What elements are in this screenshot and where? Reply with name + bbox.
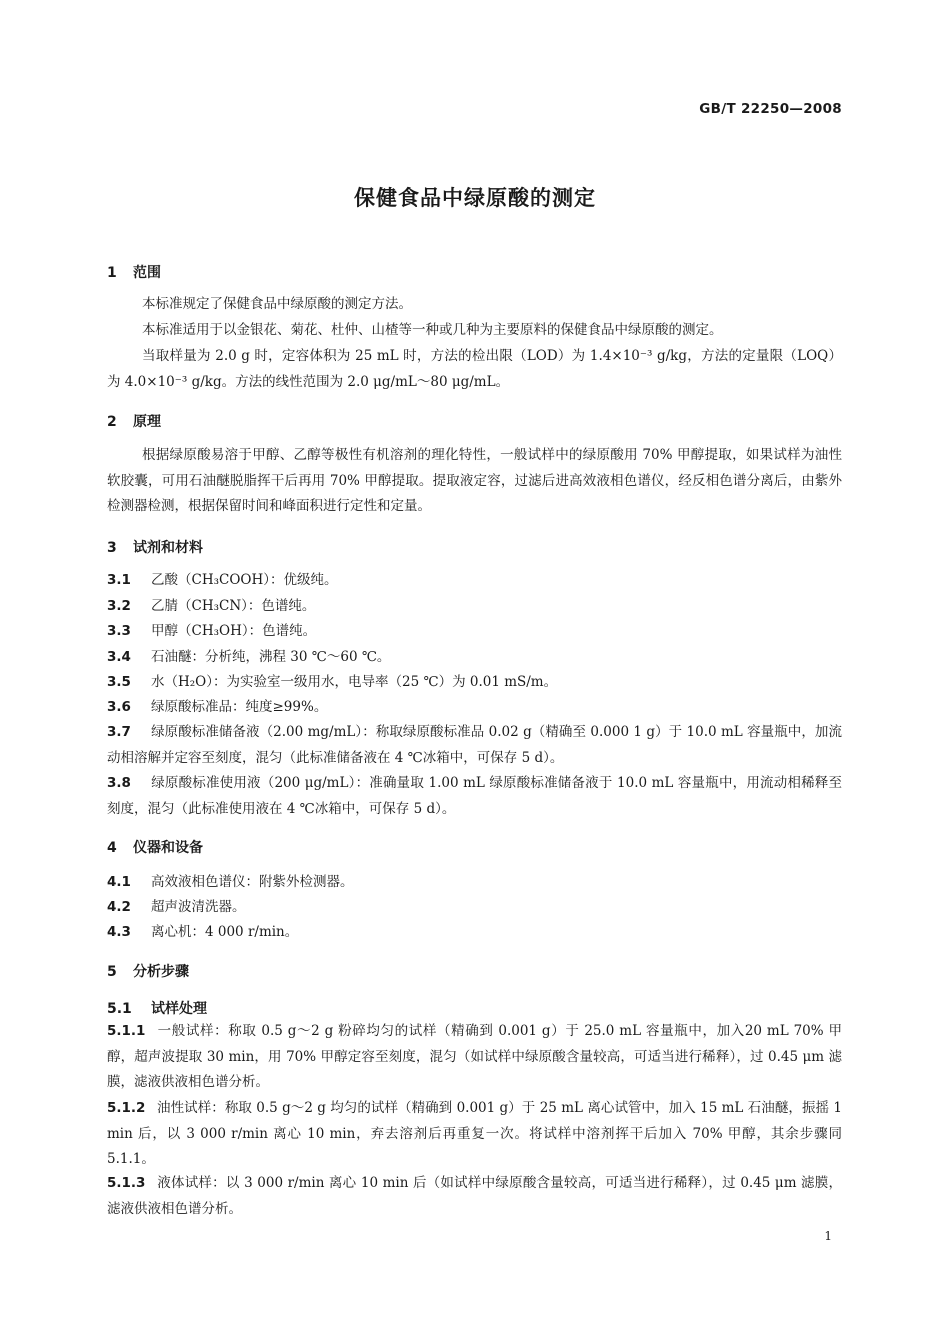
section-1-paragraph-2: 本标准适用于以金银花、菊花、杜仲、山楂等一种或几种为主要原料的保健食品中绿原酸的测定。 bbox=[142, 322, 723, 338]
clause-text: 绿原酸标准使用液（200 μg/mL）：准确量取 1.00 mL 绿原酸标准储备液于 10.0 mL 容量瓶中，用流动相稀释至刻度，混匀（此标准使用液在 4 ℃冰箱中，可保存 5 d）。 bbox=[107, 775, 842, 817]
clause-text: 石油醚：分析纯，沸程 30 ℃～60 ℃。 bbox=[151, 649, 391, 665]
clause-number: 3.5 bbox=[107, 674, 131, 690]
section-3-heading bbox=[107, 537, 203, 557]
clause-number: 3.1 bbox=[107, 572, 131, 588]
section-title: 分析步骤 bbox=[133, 964, 189, 980]
clause-number: 4.1 bbox=[107, 874, 131, 890]
clause-3-5 bbox=[107, 670, 842, 696]
section-title: 仪器和设备 bbox=[133, 840, 203, 856]
section-1-paragraph-1: 本标准规定了保健食品中绿原酸的测定方法。 bbox=[142, 296, 412, 312]
section-number: 2 bbox=[107, 414, 117, 430]
clause-number: 5.1.2 bbox=[107, 1100, 146, 1116]
section-1-heading bbox=[107, 262, 161, 282]
clause-text: 离心机：4 000 r/min。 bbox=[151, 924, 299, 940]
subsection-5-1-heading bbox=[107, 998, 207, 1018]
clause-text: 水（H₂O）：为实验室一级用水，电导率（25 ℃）为 0.01 mS/m。 bbox=[151, 674, 558, 690]
section-2-paragraph-1: 根据绿原酸易溶于甲醇、乙醇等极性有机溶剂的理化特性，一般试样中的绿原酸用 70% 甲醇提取，如果试样为油性软胶囊，可用石油醚脱脂挥干后再用 70% 甲醇提取。提取液定容，过滤后进高效液相色谱仪，经反相色谱分离后，由紫外检测器检测，根据保留时间和峰面积进行定性和定量。 bbox=[107, 447, 842, 514]
clause-3-2 bbox=[107, 594, 842, 620]
section-number: 4 bbox=[107, 840, 117, 856]
clause-3-3 bbox=[107, 619, 842, 645]
clause-3-7 bbox=[107, 720, 842, 771]
clause-5-1-3 bbox=[107, 1171, 842, 1222]
clause-text: 绿原酸标准品：纯度≥99%。 bbox=[151, 699, 328, 715]
clause-text: 液体试样：以 3 000 r/min 离心 10 min 后（如试样中绿原酸含量较高，可适当进行稀释），过 0.45 μm 滤膜，滤液供液相色谱分析。 bbox=[107, 1175, 842, 1217]
clause-text: 一般试样：称取 0.5 g～2 g 粉碎均匀的试样（精确到 0.001 g）于 25.0 mL 容量瓶中，加入20 mL 70% 甲醇，超声波提取 30 min，用 70% 甲醇定容至刻度，混匀（如试样中绿原酸含量较高，可适当进行稀释），过 0.45 μm 滤膜，滤液供液相色谱分析。 bbox=[107, 1023, 842, 1090]
standard-number: GB/T 22250—2008 bbox=[699, 101, 842, 117]
clause-3-1 bbox=[107, 568, 842, 594]
subsection-title: 试样处理 bbox=[151, 1001, 207, 1017]
clause-number: 4.2 bbox=[107, 899, 131, 915]
section-2-heading bbox=[107, 411, 161, 431]
section-5-heading bbox=[107, 961, 189, 981]
clause-4-2 bbox=[107, 895, 842, 921]
clause-number: 3.2 bbox=[107, 598, 131, 614]
clause-text: 乙酸（CH₃COOH）：优级纯。 bbox=[151, 572, 338, 588]
clause-text: 甲醇（CH₃OH）：色谱纯。 bbox=[151, 623, 317, 639]
section-4-heading bbox=[107, 837, 203, 857]
clause-number: 3.3 bbox=[107, 623, 131, 639]
clause-text: 绿原酸标准储备液（2.00 mg/mL）：称取绿原酸标准品 0.02 g（精确至 0.000 1 g）于 10.0 mL 容量瓶中，加流动相溶解并定容至刻度，混匀（此标准储备液在 4 ℃冰箱中，可保存 5 d）。 bbox=[107, 724, 842, 766]
section-number: 5 bbox=[107, 964, 117, 980]
section-number: 1 bbox=[107, 265, 117, 281]
clause-3-8 bbox=[107, 771, 842, 822]
clause-text: 乙腈（CH₃CN）：色谱纯。 bbox=[151, 598, 316, 614]
section-number: 3 bbox=[107, 540, 117, 556]
document-title: 保健食品中绿原酸的测定 bbox=[354, 186, 596, 210]
clause-number: 3.4 bbox=[107, 649, 131, 665]
section-1-paragraph-3: 当取样量为 2.0 g 时，定容体积为 25 mL 时，方法的检出限（LOD）为 1.4×10⁻³ g/kg，方法的定量限（LOQ）为 4.0×10⁻³ g/kg。方法的线性范围为 2.0 μg/mL～80 μg/mL。 bbox=[107, 348, 842, 390]
clause-5-1-1 bbox=[107, 1019, 842, 1096]
clause-4-1 bbox=[107, 870, 842, 896]
clause-number: 4.3 bbox=[107, 924, 131, 940]
clause-number: 3.8 bbox=[107, 775, 131, 791]
clause-4-3 bbox=[107, 920, 842, 946]
clause-text: 超声波清洗器。 bbox=[151, 899, 246, 915]
page-number: 1 bbox=[824, 1229, 832, 1243]
subsection-number: 5.1 bbox=[107, 1001, 132, 1017]
section-title: 原理 bbox=[133, 414, 161, 430]
section-title: 试剂和材料 bbox=[133, 540, 203, 556]
section-title: 范围 bbox=[133, 265, 161, 281]
clause-number: 3.6 bbox=[107, 699, 131, 715]
clause-3-4 bbox=[107, 645, 842, 671]
clause-3-6 bbox=[107, 695, 842, 721]
clause-text: 高效液相色谱仪：附紫外检测器。 bbox=[151, 874, 354, 890]
clause-text: 油性试样：称取 0.5 g～2 g 均匀的试样（精确到 0.001 g）于 25 mL 离心试管中，加入 15 mL 石油醚，振摇 1 min 后，以 3 000 r/min 离心 10 min，弃去溶剂后再重复一次。将试样中溶剂挥干后加入 70% 甲醇，其余步骤同 5.1.1。 bbox=[107, 1100, 842, 1167]
clause-number: 3.7 bbox=[107, 724, 131, 740]
clause-number: 5.1.1 bbox=[107, 1023, 146, 1039]
clause-number: 5.1.3 bbox=[107, 1175, 146, 1191]
clause-5-1-2 bbox=[107, 1096, 842, 1173]
